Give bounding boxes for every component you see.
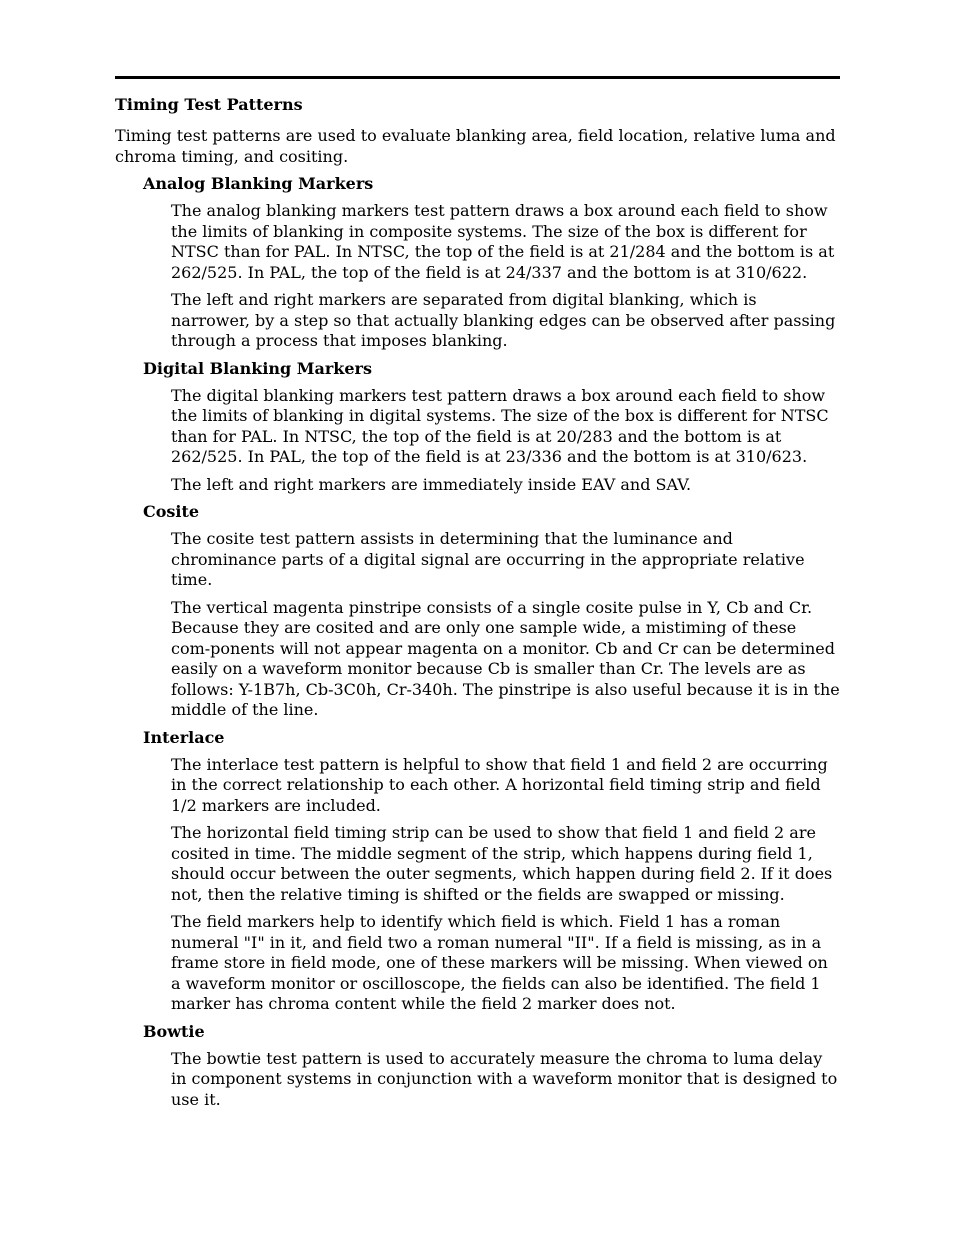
section-paragraph: The horizontal field timing strip can be used to show that field 1 and field 2 are cosited in time. The middle segment of the strip, which happens during field 1, should occur between the outer segments, which happen during field 2. If it does not, then the relative timing is shifted or the fields are swapped or missing. — [171, 823, 833, 904]
section-paragraph: The left and right markers are immediately inside EAV and SAV. — [171, 474, 692, 494]
section-paragraph: The cosite test pattern assists in determining that the luminance and chrominance parts of a digital signal are occurring in the appropriate relative time. — [171, 529, 805, 589]
section-digital-blanking-markers — [115, 359, 840, 496]
section-paragraph: The interlace test pattern is helpful to show that field 1 and field 2 are occurring in the correct relationship to each other. A horizontal field timing strip and field 1/2 markers are included. — [171, 754, 828, 815]
section-heading: Cosite — [143, 502, 200, 521]
section-analog-blanking-markers — [115, 174, 840, 352]
section-paragraph: The digital blanking markers test pattern draws a box around each field to show the limits of blanking in digital systems. The size of the box is different for NTSC than for PAL. In NTSC, the top of the field is at 20/283 and the bottom is at 262/525. In PAL, the top of the field is at 23/336 and the bottom is at 310/623. — [171, 385, 829, 466]
section-bowtie — [115, 1022, 840, 1111]
intro-paragraph: Timing test patterns are used to evaluate blanking area, field location, relative luma and chroma timing, and cositing. — [115, 126, 836, 166]
section-heading: Digital Blanking Markers — [143, 358, 372, 378]
section-heading: Bowtie — [143, 1021, 205, 1041]
section-paragraph: The bowtie test pattern is used to accurately measure the chroma to luma delay in component systems in conjunction with a waveform monitor that is designed to use it. — [171, 1048, 838, 1109]
document-page — [115, 95, 840, 1117]
page-title: Timing Test Patterns — [115, 95, 303, 114]
section-paragraph: The left and right markers are separated from digital blanking, which is narrower, by a step so that actually blanking edges can be observed after passing through a process that imposes blanking. — [171, 290, 836, 350]
section-heading: Analog Blanking Markers — [143, 174, 374, 193]
section-heading: Interlace — [143, 727, 225, 747]
section-paragraph: The vertical magenta pinstripe consists of a single cosite pulse in Y, Cb and Cr. Because they are cosited and are only one sample wide, a mistiming of these com-ponents will not appear magenta on a monitor. Cb and Cr can be determined easily on a waveform monitor because Cb is smaller than Cr. The levels are as follows: Y-1B7h, Cb-3C0h, Cr-340h. The pinstripe is also useful because it is in the middle of the line. — [171, 597, 840, 719]
section-paragraph: The analog blanking markers test pattern draws a box around each field to show the limits of blanking in composite systems. The size of the box is different for NTSC than for PAL. In NTSC, the top of the field is at 21/284 and the bottom is at 262/525. In PAL, the top of the field is at 24/337 and the bottom is at 310/622. — [171, 201, 835, 282]
top-rule — [115, 76, 840, 79]
section-interlace — [115, 728, 840, 1015]
section-cosite — [115, 502, 840, 721]
section-paragraph: The field markers help to identify which field is which. Field 1 has a roman numeral "I" in it, and field two a roman numeral "II". If a field is missing, as in a frame store in field mode, one of these markers will be missing. When viewed on a waveform monitor or oscilloscope, the fields can also be identified. The field 1 marker has chroma content while the field 2 marker does not. — [171, 912, 828, 1013]
